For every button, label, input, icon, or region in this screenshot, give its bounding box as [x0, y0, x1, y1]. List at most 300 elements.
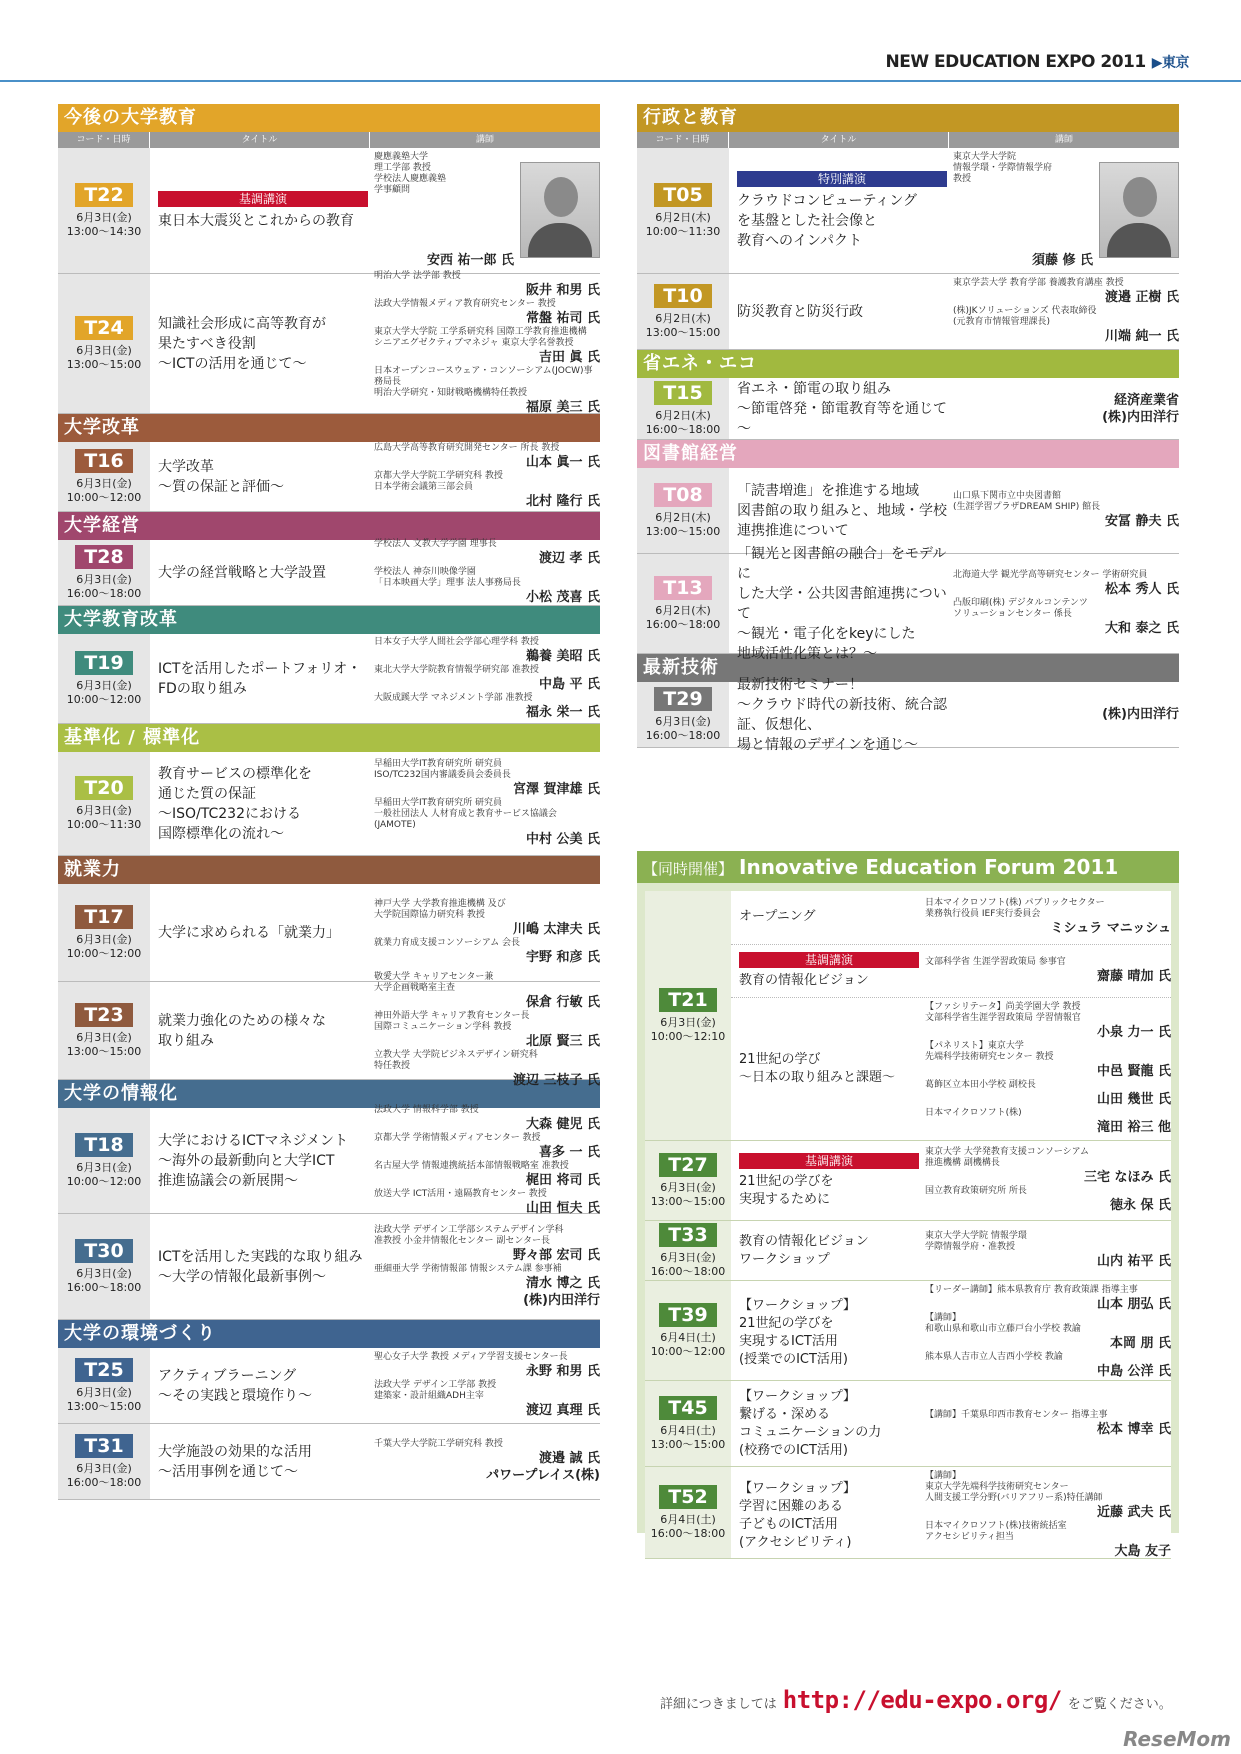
- speaker-name: 渡邉 誠 氏: [538, 1451, 600, 1466]
- session-code-badge[interactable]: T23: [75, 1003, 133, 1027]
- ief-title[interactable]: 21世紀の学び ～日本の取り組みと課題～: [739, 1052, 896, 1085]
- session-date: 6月3日(金): [660, 1015, 716, 1029]
- session-row: [58, 1214, 600, 1320]
- speaker-name: 清水 博之 氏: [525, 1275, 600, 1291]
- speaker-cell: [370, 1214, 600, 1319]
- session-title-cell: [729, 378, 949, 439]
- speaker-affiliation: 【パネリスト】東京大学 先端科学技術研究センター 教授: [925, 1041, 1054, 1062]
- session-title[interactable]: 知識社会形成に高等教育が 果たすべき役割 ～ICTの活用を通じて～: [158, 315, 326, 372]
- section-header: 大学の環境づくり: [58, 1320, 600, 1348]
- ief-speaker-cell: [921, 945, 1171, 998]
- session-title-cell: [150, 1424, 370, 1499]
- speaker-affiliation: 熊本県人吉市立人吉西小学校 教諭: [925, 1352, 1063, 1362]
- speaker-name: 渡辺 真理 氏: [525, 1403, 600, 1418]
- ief-subsessions: [731, 1221, 1171, 1280]
- session-time: 10:00～12:00: [66, 490, 142, 504]
- session-code-cell: [58, 1214, 150, 1319]
- ief-session-row: [645, 1141, 1171, 1221]
- session-title-cell: [729, 545, 949, 662]
- session-title-cell: [729, 676, 949, 753]
- speaker-affiliation: 東京学芸大学 教育学部 養護教育講座 教授: [953, 278, 1124, 288]
- speaker-affiliation: 日本マイクロソフト(株): [925, 1108, 1022, 1118]
- ief-subsessions: [731, 1381, 1171, 1466]
- session-code-cell: [645, 1141, 731, 1220]
- speaker-cell: [370, 634, 600, 723]
- speaker-affiliation: 山口県下関市立中央図書館 (生涯学習プラザDREAM SHIP) 館長: [953, 491, 1101, 512]
- session-title-cell: [150, 884, 370, 981]
- column-header: [58, 132, 600, 148]
- speaker-name: 保倉 行敏 氏: [525, 995, 600, 1010]
- session-code-badge[interactable]: T21: [659, 988, 717, 1012]
- speaker-cell: [949, 554, 1179, 653]
- session-date: 6月3日(金): [76, 1030, 132, 1044]
- session-row: [637, 148, 1179, 274]
- ief-title-cell: [731, 1141, 921, 1220]
- session-code-cell: [645, 1381, 731, 1466]
- speaker-name: 鵜養 美昭 氏: [525, 648, 600, 664]
- session-time: 13:00～15:00: [650, 1437, 726, 1451]
- session-date: 6月3日(金): [76, 210, 132, 224]
- speaker-affiliation: 広島大学高等教育研究開発センター 所長 教授: [374, 443, 560, 453]
- session-code-cell: [58, 982, 150, 1079]
- session-code-badge[interactable]: T30: [75, 1239, 133, 1263]
- session-code-cell: [58, 1424, 150, 1499]
- session-code-badge[interactable]: T39: [659, 1303, 717, 1327]
- session-title[interactable]: ICTを活用したポートフォリオ・ FDの取り組み: [158, 660, 362, 697]
- session-code-badge[interactable]: T20: [75, 776, 133, 800]
- speaker-name: 大森 健児 氏: [525, 1116, 600, 1132]
- speaker-cell: [370, 972, 600, 1088]
- ief-session-row: [645, 1281, 1171, 1381]
- session-time: 13:00～15:00: [650, 1194, 726, 1208]
- ief-title-cell: [731, 945, 921, 998]
- ief-subsession: [731, 1281, 1171, 1384]
- session-code-cell: [645, 891, 731, 1140]
- speaker-name: 小泉 力一 氏: [1096, 1025, 1171, 1040]
- ief-subsession: [731, 1221, 1171, 1280]
- speaker-cell: [949, 378, 1179, 439]
- speaker-affiliation: 京都大学大学院工学研究科 教授 日本学術会議第三部会員: [374, 471, 503, 492]
- column-header-code: コード・日時: [637, 132, 729, 148]
- session-code-badge[interactable]: T08: [654, 483, 712, 507]
- session-date: 6月3日(金): [76, 1385, 132, 1399]
- section-header: 基準化 / 標準化: [58, 724, 600, 752]
- speaker-name: 山本 眞一 氏: [525, 455, 600, 470]
- speaker-name: 須藤 修 氏: [1031, 252, 1093, 268]
- speaker-affiliation: 慶應義塾大学 理工学部 教授 学校法人慶應義塾 学事顧問: [374, 152, 447, 195]
- ief-title-cell: [731, 1221, 921, 1280]
- ief-speaker-cell: [921, 1141, 1171, 1220]
- session-title[interactable]: 防災教育と防災行政: [737, 303, 863, 320]
- column-header-speaker: 講師: [475, 135, 494, 145]
- column-header-code: コード・日時: [58, 132, 150, 148]
- speaker-name: 福永 栄一 氏: [525, 704, 600, 720]
- section-header: 今後の大学教育: [58, 104, 600, 132]
- session-time: 10:00～12:00: [650, 1344, 726, 1358]
- speaker-affiliation: 就業力育成支援コンソーシアム 会長: [374, 938, 521, 948]
- session-date: 6月2日(木): [655, 510, 711, 524]
- ief-speaker-cell: [921, 998, 1171, 1140]
- speaker-affiliation: 国立教育政策研究所 所長: [925, 1186, 1027, 1196]
- session-code-badge[interactable]: T28: [75, 545, 133, 569]
- session-row: [637, 378, 1179, 440]
- speaker-name: 北村 隆行 氏: [525, 494, 600, 509]
- session-title[interactable]: 大学改革 ～質の保証と評価～: [158, 458, 284, 495]
- session-title-cell: [729, 148, 949, 273]
- column-header: [637, 132, 1179, 148]
- session-title-cell: [729, 274, 949, 349]
- speaker-name: 齋藤 晴加 氏: [1096, 968, 1171, 984]
- speaker-affiliation: 法政大学 デザイン工学部 教授 建築家・設計組織ADH主宰: [374, 1380, 497, 1401]
- speaker-affiliation: 文部科学省 生涯学習政策局 参事官: [925, 956, 1066, 967]
- speaker-name: 喜多 一 氏: [538, 1144, 600, 1160]
- session-row: [58, 634, 600, 724]
- speaker-name: 山田 恒夫 氏: [525, 1200, 600, 1216]
- session-time: 16:00～18:00: [645, 422, 721, 436]
- session-time: 16:00～18:00: [650, 1264, 726, 1278]
- session-date: 6月3日(金): [76, 1160, 132, 1174]
- speaker-affiliation: 法政大学情報メディア教育研究センター 教授: [374, 299, 556, 309]
- speaker-affiliation: 明治大学 法学部 教授: [374, 271, 461, 281]
- speaker-affiliation: 法政大学 情報科学部 教授: [374, 1104, 479, 1115]
- speaker-affiliation: 早稲田大学IT教育研究所 研究員 ISO/TC232国内審議委員会委員長: [374, 759, 511, 780]
- session-code-badge[interactable]: T27: [659, 1153, 717, 1177]
- speaker-name: 渡邉 正樹 氏: [1104, 290, 1179, 305]
- speaker-cell: [370, 1104, 600, 1216]
- top-rule: [0, 80, 1241, 82]
- session-title[interactable]: 最新技術セミナー！ ～クラウド時代の新技術、統合認証、仮想化、 場と情報のデザインを通じ～: [737, 676, 947, 753]
- session-code-badge[interactable]: T25: [75, 1358, 133, 1382]
- ief-session-row: [645, 1381, 1171, 1467]
- speaker-affiliation: 放送大学 ICT活用・遠隔教育センター 教授: [374, 1188, 547, 1199]
- expo-brand: NEW EDUCATION EXPO 2011 ▶東京: [885, 52, 1189, 72]
- speaker-cell: [370, 884, 600, 981]
- session-time: 13:00～15:00: [66, 357, 142, 371]
- ief-speaker-cell: [921, 1381, 1171, 1466]
- session-code-badge[interactable]: T24: [75, 316, 133, 340]
- speaker-affiliation: 大阪成蹊大学 マネジメント学部 准教授: [374, 692, 533, 703]
- session-code-cell: [58, 442, 150, 511]
- session-time: 13:00～15:00: [66, 1399, 142, 1413]
- session-row: [58, 271, 600, 415]
- session-title-cell: [150, 982, 370, 1079]
- session-date: 6月4日(土): [660, 1330, 716, 1344]
- session-code-cell: [58, 1108, 150, 1213]
- speaker-name: パワープレイス(株): [486, 1468, 600, 1483]
- session-title[interactable]: 教育サービスの標準化を 通じた質の保証 ～ISO/TC232における 国際標準化の流れ～: [158, 765, 312, 842]
- speaker-name: 常盤 祐司 氏: [525, 311, 600, 326]
- session-code-badge[interactable]: T31: [75, 1434, 133, 1458]
- session-tag: 基調講演: [158, 191, 368, 207]
- session-row: [58, 1424, 600, 1500]
- session-code-cell: [637, 468, 729, 553]
- session-code-cell: [58, 540, 150, 605]
- speaker-affiliation: 日本マイクロソフト(株) パブリックセクター 業務執行役員 IEF実行委員会: [925, 897, 1105, 919]
- session-date: 6月4日(土): [660, 1512, 716, 1526]
- speaker-affiliation: 敬愛大学 キャリアセンター兼 大学企画戦略室主查: [374, 972, 494, 993]
- speaker-name: 山田 幾世 氏: [1096, 1092, 1171, 1107]
- session-code-badge[interactable]: T22: [75, 183, 133, 207]
- ief-subsession: [731, 998, 1171, 1140]
- session-date: 6月4日(土): [660, 1423, 716, 1437]
- speaker-affiliation: 法政大学 デザイン工学部システムデザイン学科 准教授 小金井情報化センター 副センター長: [374, 1224, 564, 1246]
- speaker-affiliation: 東北大学大学院教育情報学研究部 准教授: [374, 664, 539, 675]
- session-code-badge[interactable]: T13: [654, 576, 712, 600]
- speaker-name: 野々部 宏司 氏: [512, 1247, 600, 1263]
- speaker-cell: [370, 540, 600, 605]
- speaker-name: 安西 祐一郎 氏: [426, 252, 514, 268]
- session-row: [58, 148, 600, 274]
- session-title[interactable]: 「読書増進」を推進する地域 図書館の取り組みと、地域・学校 連携推進について: [737, 482, 947, 539]
- session-code-cell: [645, 1281, 731, 1380]
- speaker-name: 本岡 朋 氏: [1109, 1336, 1171, 1351]
- ief-subsessions: [731, 891, 1171, 1140]
- session-code-cell: [637, 554, 729, 653]
- column-header-speaker: 講師: [1054, 135, 1073, 145]
- speaker-affiliation: 日本女子大学人間社会学部心理学科 教授: [374, 636, 539, 647]
- ief-subsessions: [731, 1141, 1171, 1220]
- ief-session-row: [645, 891, 1171, 1141]
- session-date: 6月3日(金): [76, 572, 132, 586]
- ief-title[interactable]: 教育の情報化ビジョン: [739, 972, 869, 988]
- speaker-cell: [370, 271, 600, 415]
- session-title[interactable]: 大学の経営戦略と大学設置: [158, 564, 326, 581]
- speaker-cell: [370, 752, 600, 855]
- session-code-cell: [58, 884, 150, 981]
- ief-title[interactable]: オープニング: [739, 909, 816, 925]
- ief-title[interactable]: 【ワークショップ】 学習に困難のある 子どものICT活用 (アクセシビリティ): [739, 1480, 856, 1550]
- session-code-cell: [645, 1467, 731, 1558]
- session-title[interactable]: 「観光と図書館の融合」をモデルに した大学・公共図書館連携について ～観光・電子化をkeyにした 地域活性化策とは？～: [737, 545, 947, 662]
- session-title-cell: [150, 540, 370, 605]
- session-code-badge[interactable]: T29: [654, 687, 712, 711]
- speaker-affiliation: 【講師】千葉県印西市教育センター 指導主事: [925, 1409, 1108, 1420]
- session-time: 16:00～18:00: [650, 1526, 726, 1540]
- ief-tag: 基調講演: [739, 952, 919, 968]
- session-row: [58, 1348, 600, 1424]
- session-row: [637, 274, 1179, 350]
- speaker-name: (株)内田洋行: [1102, 707, 1179, 722]
- speaker-name: 川端 純一 氏: [1104, 329, 1179, 344]
- session-code-cell: [637, 148, 729, 273]
- session-date: 6月2日(木): [655, 210, 711, 224]
- speaker-affiliation: 凸版印刷(株) デジタルコンテンツ ソリューションセンター 係長: [953, 598, 1088, 619]
- session-date: 6月3日(金): [76, 678, 132, 692]
- session-code-badge[interactable]: T10: [654, 284, 712, 308]
- speaker-affiliation: 亜細亜大学 学術情報部 情報システム課 参事補: [374, 1263, 562, 1274]
- session-code-badge[interactable]: T19: [75, 651, 133, 675]
- column-header-title: タイトル: [150, 132, 370, 148]
- speaker-affiliation: 京都大学 学術情報メディアセンター 教授: [374, 1132, 541, 1143]
- speaker-photo: [1099, 162, 1179, 258]
- session-title-cell: [150, 148, 370, 273]
- speaker-name: 経済産業省: [1113, 392, 1179, 408]
- speaker-name: 渡辺 孝 氏: [538, 551, 600, 566]
- speaker-name: 大和 泰之 氏: [1104, 621, 1179, 636]
- session-time: 10:00～12:00: [66, 692, 142, 706]
- photo-body: [528, 223, 592, 257]
- session-time: 16:00～18:00: [66, 586, 142, 600]
- session-title[interactable]: 大学におけるICTマネジメント ～海外の最新動向と大学ICT 推進協議会の新展開～: [158, 1132, 349, 1189]
- speaker-affiliation: (株)JKソリューションズ 代表取締役 (元教育市情報管理課長): [953, 306, 1097, 327]
- section-header: 省エネ・エコ: [637, 350, 1179, 378]
- speaker-affiliation: 名古屋大学 情報連携統括本部情報戦略室 准教授: [374, 1160, 569, 1171]
- speaker-affiliation: 北海道大学 観光学高等研究センター 学術研究員: [953, 570, 1148, 580]
- speaker-name: 吉田 眞 氏: [538, 350, 600, 365]
- speaker-name: 宮澤 賀津雄 氏: [512, 782, 600, 797]
- session-date: 6月3日(金): [76, 1266, 132, 1280]
- section-header: 最新技術: [637, 654, 1179, 682]
- session-time: 16:00～18:00: [645, 617, 721, 631]
- session-time: 10:00～11:30: [66, 817, 142, 831]
- speaker-affiliation: 神田外語大学 キャリア教育センター長 国際コミュニケーション学科 教授: [374, 1011, 530, 1032]
- site-link[interactable]: http://edu-expo.org/: [782, 1686, 1062, 1714]
- session-title-cell: [150, 752, 370, 855]
- ief-speaker-cell: [921, 891, 1171, 944]
- ief-subsession: [731, 1467, 1171, 1564]
- speaker-affiliation: 東京大学大学院 情報学環・学際情報学府 教授: [953, 152, 1053, 184]
- session-time: 10:00～12:00: [66, 946, 142, 960]
- ief-panel: [637, 851, 1179, 1559]
- session-date: 6月3日(金): [655, 714, 711, 728]
- ief-title[interactable]: 【ワークショップ】 繋げる・深める コミュニケーションの力 (校務でのICT活用): [739, 1388, 882, 1458]
- session-title[interactable]: 就業力強化のための様々な 取り組み: [158, 1012, 326, 1049]
- speaker-name: 阪井 和男 氏: [525, 283, 600, 298]
- session-row: [58, 752, 600, 856]
- session-title[interactable]: アクティブラーニング ～その実践と環境作り～: [158, 1367, 312, 1404]
- speaker-affiliation: 葛飾区立本田小学校 副校長: [925, 1080, 1036, 1090]
- ief-speaker-cell: [921, 1467, 1171, 1564]
- ief-subsession: [731, 891, 1171, 945]
- speaker-name: 中島 公洋 氏: [1096, 1364, 1171, 1379]
- session-code-cell: [58, 148, 150, 273]
- session-code-badge[interactable]: T05: [654, 183, 712, 207]
- speaker-cell: [949, 468, 1179, 553]
- session-title[interactable]: 東日本大震災とこれからの教育: [158, 212, 354, 229]
- session-tag: 特別講演: [737, 171, 947, 187]
- session-row: [58, 540, 600, 606]
- speaker-affiliation: 【リーダー講師】熊本県教育庁 教育政策課 指導主事: [925, 1285, 1138, 1295]
- ief-title[interactable]: 21世紀の学びを 実現するために: [739, 1173, 834, 1207]
- section-header: 大学の情報化: [58, 1080, 600, 1108]
- speaker-name: 山内 祐平 氏: [1096, 1254, 1171, 1269]
- session-code-cell: [645, 1221, 731, 1280]
- speaker-name: (株)内田洋行: [523, 1292, 600, 1308]
- speaker-affiliation: 東京大学大学院 工学系研究科 国際工学教育推進機構 シニアエグゼクティブマネジャ 東京大学名誉教授: [374, 327, 587, 348]
- speaker-affiliation: 東京大学 大学発教育支援コンソーシアム 推進機構 副機構長: [925, 1147, 1090, 1168]
- speaker-name: 北原 賢三 氏: [525, 1034, 600, 1049]
- speaker-affiliation: 学校法人 文教大学学園 理事長: [374, 539, 497, 549]
- speaker-cell: [949, 274, 1179, 349]
- session-title[interactable]: ICTを活用した実践的な取り組み ～大学の情報化最新事例～: [158, 1248, 363, 1285]
- speaker-name: 安冨 静夫 氏: [1104, 514, 1179, 529]
- speaker-affiliation: 立教大学 大学院ビジネスデザイン研究科 特任教授: [374, 1050, 538, 1071]
- speaker-affiliation: 【ファシリテータ】尚美学園大学 教授 文部科学省生涯学習政策局 学習情報官: [925, 1002, 1081, 1023]
- section-header: 大学改革: [58, 414, 600, 442]
- ief-header: 【同時開催】 Innovative Education Forum 2011: [637, 851, 1179, 883]
- session-time: 13:00～14:30: [66, 224, 142, 238]
- session-code-badge[interactable]: T17: [75, 905, 133, 929]
- session-code-badge[interactable]: T33: [659, 1223, 717, 1247]
- speaker-name: 小松 茂喜 氏: [525, 590, 600, 605]
- session-date: 6月2日(木): [655, 603, 711, 617]
- speaker-name: 中島 平 氏: [538, 676, 600, 692]
- speaker-name: ミシュラ マニッシュ: [1050, 920, 1171, 936]
- footer-note: 詳細につきましては http://edu-expo.org/ をご覧ください。: [660, 1686, 1172, 1714]
- ief-subsessions: [731, 1281, 1171, 1380]
- speaker-photo: [520, 162, 600, 258]
- session-code-cell: [58, 634, 150, 723]
- speaker-affiliation: 学校法人 神奈川映像学園 「日本映画大学」理事 法人事務局長: [374, 567, 521, 588]
- ief-title-cell: [731, 1381, 921, 1466]
- session-code-badge[interactable]: T16: [75, 449, 133, 473]
- session-code-cell: [637, 274, 729, 349]
- session-title-cell: [150, 1348, 370, 1423]
- session-title[interactable]: 省エネ・節電の取り組み ～節電啓発・節電教育等を通じて～: [737, 380, 947, 437]
- speaker-name: 松本 秀人 氏: [1104, 582, 1179, 597]
- session-title[interactable]: 大学に求められる「就業力」: [158, 924, 340, 941]
- section-header: 大学教育改革: [58, 606, 600, 634]
- session-date: 6月3日(金): [76, 803, 132, 817]
- section-header: 就業力: [58, 856, 600, 884]
- session-time: 16:00～18:00: [645, 728, 721, 742]
- ief-subsession: [731, 1381, 1171, 1466]
- speaker-affiliation: 神戸大学 大学教育推進機構 及び 大学院国際協力研究科 教授: [374, 899, 506, 920]
- ief-title[interactable]: 教育の情報化ビジョン ワークショップ: [739, 1233, 869, 1267]
- speaker-name: 中邑 賢龍 氏: [1096, 1064, 1171, 1079]
- session-date: 6月3日(金): [76, 932, 132, 946]
- section-header: 図書館経営: [637, 440, 1179, 468]
- speaker-name: 永野 和男 氏: [525, 1364, 600, 1379]
- speaker-affiliation: 東京大学大学院 情報学環 学際情報学府・准教授: [925, 1231, 1027, 1252]
- session-time: 10:00～12:10: [650, 1029, 726, 1043]
- session-title-cell: [150, 1214, 370, 1319]
- session-title[interactable]: クラウドコンピューティング を基盤とした社会像と 教育へのインパクト: [737, 192, 918, 249]
- speaker-cell: [370, 1348, 600, 1423]
- speaker-name: 中村 公美 氏: [525, 832, 600, 847]
- session-code-badge[interactable]: T45: [659, 1396, 717, 1420]
- session-time: 16:00～18:00: [66, 1475, 142, 1489]
- speaker-name: 近藤 武夫 氏: [1096, 1505, 1171, 1520]
- speaker-name: 福原 美三 氏: [525, 400, 600, 415]
- session-code-badge[interactable]: T52: [659, 1485, 717, 1509]
- session-code-cell: [58, 274, 150, 413]
- session-time: 13:00～15:00: [645, 524, 721, 538]
- speaker-affiliation: 【講師】 和歌山県和歌山市立藤戸台小学校 教諭: [925, 1313, 1081, 1334]
- session-code-badge[interactable]: T15: [654, 381, 712, 405]
- session-title-cell: [729, 468, 949, 553]
- session-date: 6月3日(金): [660, 1250, 716, 1264]
- column-header-title: タイトル: [729, 132, 949, 148]
- session-row: [58, 884, 600, 982]
- speaker-affiliation: 日本オープンコースウェア・コンソーシアム(JOCW)事務局長 明治大学研究・知財戦略機構特任教授: [374, 366, 593, 398]
- session-title[interactable]: 大学施設の効果的な活用 ～活用事例を通じて～: [158, 1443, 312, 1480]
- speaker-affiliation: 聖心女子大学 教授 メディア学習支援センター長: [374, 1352, 568, 1362]
- session-title-cell: [150, 1108, 370, 1213]
- ief-title[interactable]: 【ワークショップ】 21世紀の学びを 実現するICT活用 (授業でのICT活用): [739, 1297, 856, 1367]
- ief-session-row: [645, 1467, 1171, 1559]
- ief-tag: 基調講演: [739, 1153, 919, 1169]
- session-time: 10:00～11:30: [645, 224, 721, 238]
- session-code-badge[interactable]: T18: [75, 1133, 133, 1157]
- speaker-name: 三宅 なほみ 氏: [1083, 1170, 1171, 1185]
- ief-speaker-cell: [921, 1281, 1171, 1384]
- session-code-cell: [58, 1348, 150, 1423]
- ief-subsession: [731, 1141, 1171, 1220]
- session-row: [637, 468, 1179, 554]
- speaker-name: 滝田 裕三 他: [1096, 1120, 1171, 1135]
- session-row: [637, 545, 1179, 662]
